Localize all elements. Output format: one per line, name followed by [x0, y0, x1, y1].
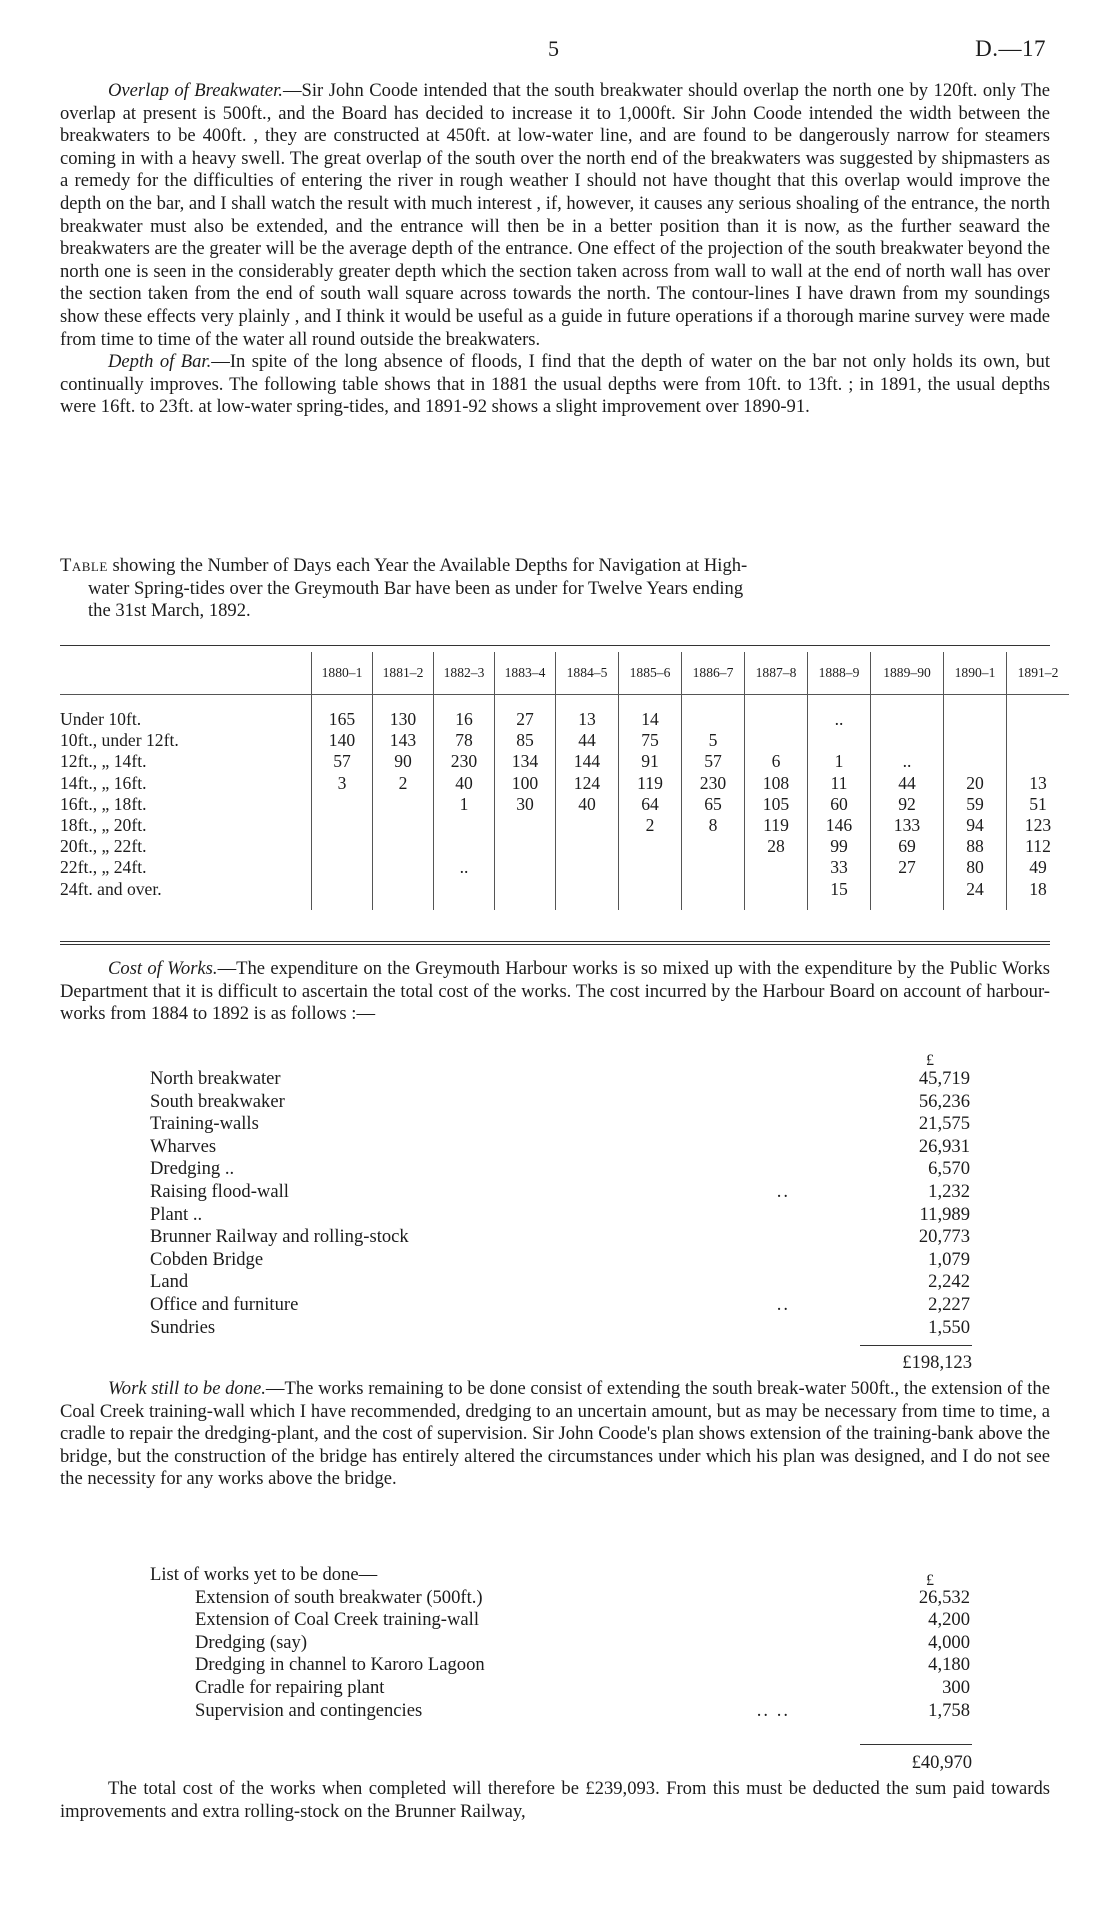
- row-label: Under 10ft.: [60, 709, 142, 729]
- table-cell: 57: [682, 751, 745, 772]
- table-bottom-rule: [60, 941, 1050, 942]
- table-cell: [619, 879, 682, 910]
- column-header: 1882–3: [434, 652, 495, 695]
- cost-item-name: South breakwaker: [150, 1090, 285, 1112]
- table-cell: [312, 815, 373, 836]
- cost-item-amount: 56,236: [918, 1090, 970, 1112]
- works-item-name: Dredging (say): [195, 1631, 308, 1653]
- table-cell: 40: [434, 773, 495, 794]
- table-cell: [373, 815, 434, 836]
- table-cell: [373, 879, 434, 910]
- table-cell: 85: [495, 730, 556, 751]
- depth-table-header: [60, 652, 1069, 695]
- table-cell: 51: [1007, 794, 1070, 815]
- table-cell: [434, 836, 495, 857]
- table-bottom-rule-double: [60, 944, 1050, 945]
- works-list-intro: List of works yet to be done—: [150, 1564, 378, 1585]
- table-cell: 94: [944, 815, 1007, 836]
- table-cell: ..: [434, 857, 495, 878]
- work-text: —The works remaining to be done consist of extending the south break-water 500ft., the extension of the Coal Creek training-wall which I have recommended, dredging to an uncertain amount, but as may be necessary from time to time, a cradle to repair the dredging-plant, and the cost of supervision. Sir John Coode's plan shows extension of the training-bank above the bridge, but the construction of the bridge has entirely altered the circumstances under which his plan was designed, and I do not see the necessity for any works above the bridge.: [60, 1378, 1050, 1490]
- document-reference: D.—17: [975, 36, 1046, 61]
- works-total-rule: [860, 1744, 972, 1745]
- closing-paragraph-block: [60, 1778, 1050, 1823]
- list-item: [150, 1654, 970, 1677]
- row-label: 24ft. and over.: [60, 878, 162, 899]
- table-cell: 143: [373, 730, 434, 751]
- table-cell: 3: [312, 773, 373, 794]
- table-cell: [619, 836, 682, 857]
- cost-item-amount: 21,575: [918, 1113, 970, 1135]
- cost-total-rule: [860, 1345, 972, 1346]
- cost-item-name: Wharves: [150, 1135, 217, 1157]
- works-list: [150, 1564, 970, 1722]
- works-item-amount: 26,532: [918, 1586, 970, 1608]
- page-header: [0, 36, 1114, 66]
- work-paragraph-block: [60, 1378, 1050, 1491]
- list-item: [150, 1271, 970, 1294]
- table-cell: 6: [745, 751, 808, 772]
- table-cell: [312, 879, 373, 910]
- table-title-line3: the 31st March, 1892.: [88, 600, 251, 622]
- table-cell: 91: [619, 751, 682, 772]
- table-cell: 134: [495, 751, 556, 772]
- list-item: [150, 1068, 970, 1091]
- cost-list: [150, 1068, 970, 1339]
- table-cell: 65: [682, 794, 745, 815]
- cost-item-name: Dredging ..: [150, 1158, 235, 1180]
- works-item-name: Dredging in channel to Karoro Lagoon: [195, 1654, 485, 1676]
- cost-total: £198,123: [902, 1352, 972, 1373]
- table-cell: 24: [944, 879, 1007, 910]
- table-cell: [556, 815, 619, 836]
- row-label: 20ft., „ 22ft.: [60, 836, 147, 857]
- table-cell: 2: [619, 815, 682, 836]
- table-top-rule: [60, 645, 1050, 646]
- table-cell: 88: [944, 836, 1007, 857]
- table-row: [60, 879, 1069, 910]
- table-cell: 124: [556, 773, 619, 794]
- table-cell: ..: [871, 751, 944, 772]
- table-title-label: Table: [60, 555, 108, 576]
- depth-heading: Depth of Bar.: [108, 351, 212, 373]
- works-item-amount: 4,180: [928, 1654, 970, 1676]
- works-total: £40,970: [911, 1752, 972, 1773]
- table-cell: 44: [871, 773, 944, 794]
- table-cell: 27: [871, 857, 944, 878]
- column-header: 1883–4: [495, 652, 556, 695]
- table-cell: [682, 857, 745, 878]
- column-header: 1888–9: [808, 652, 871, 695]
- cost-text: —The expenditure on the Greymouth Harbour works is so mixed up with the expenditure by the Public Works Department that it is difficult to ascertain the total cost of the works. The cost incurred by the Harbour Board on account of harbour-works from 1884 to 1892 is as follows :—: [60, 958, 1050, 1025]
- table-cell: 57: [312, 751, 373, 772]
- row-label: 18ft., „ 20ft.: [60, 815, 147, 836]
- cost-item-name: North breakwater: [150, 1068, 281, 1089]
- table-cell: 20: [944, 773, 1007, 794]
- list-item: [150, 1294, 970, 1317]
- list-item: [150, 1136, 970, 1159]
- works-currency-symbol: £: [926, 1572, 934, 1589]
- table-cell: 49: [1007, 857, 1070, 878]
- cost-item-amount: 2,227: [928, 1293, 970, 1315]
- list-item: [150, 1181, 970, 1204]
- table-cell: [1007, 730, 1070, 751]
- table-title-line2: water Spring-tides over the Greymouth Bar have been as under for Twelve Years ending: [88, 577, 744, 599]
- column-header: 1891–2: [1007, 652, 1070, 695]
- cost-item-name: Land: [150, 1271, 189, 1293]
- works-item-name: Cradle for repairing plant: [195, 1676, 385, 1698]
- row-label: 16ft., „ 18ft.: [60, 793, 147, 814]
- table-cell: 64: [619, 794, 682, 815]
- cost-paragraph-block: [60, 958, 1050, 1026]
- table-cell: 119: [619, 773, 682, 794]
- works-item-amount: 4,200: [928, 1609, 970, 1631]
- row-label: 10ft., under 12ft.: [60, 730, 179, 751]
- table-cell: 13: [556, 695, 619, 731]
- table-cell: [556, 836, 619, 857]
- table-cell: [373, 836, 434, 857]
- cost-item-leader: ..: [776, 1180, 790, 1202]
- works-item-leader: .. ..: [756, 1699, 790, 1721]
- table-cell: [495, 879, 556, 910]
- list-item: [150, 1249, 970, 1272]
- cost-item-amount: 1,079: [928, 1248, 970, 1270]
- table-cell: [745, 730, 808, 751]
- table-cell: [682, 879, 745, 910]
- list-item: [150, 1632, 970, 1655]
- table-cell: [312, 836, 373, 857]
- closing-paragraph: The total cost of the works when completed will therefore be £239,093. From this must be deducted the sum paid towards improvements and extra rolling-stock on the Brunner Railway,: [60, 1778, 1050, 1822]
- depth-paragraph: [60, 351, 1050, 419]
- table-cell: 80: [944, 857, 1007, 878]
- overlap-paragraph-block: [60, 80, 1050, 419]
- work-paragraph: [60, 1378, 1050, 1491]
- table-cell: ..: [808, 695, 871, 731]
- overlap-heading: Overlap of Breakwater.: [108, 80, 283, 101]
- table-cell: [312, 857, 373, 878]
- column-header: 1884–5: [556, 652, 619, 695]
- table-row: [60, 730, 1069, 751]
- table-cell: [745, 857, 808, 878]
- table-cell: [495, 857, 556, 878]
- cost-item-name: Brunner Railway and rolling-stock: [150, 1226, 409, 1248]
- table-cell: 100: [495, 773, 556, 794]
- table-cell: 8: [682, 815, 745, 836]
- table-cell: 105: [745, 794, 808, 815]
- cost-item-amount: 2,242: [928, 1271, 970, 1293]
- table-cell: 44: [556, 730, 619, 751]
- cost-item-name: Cobden Bridge: [150, 1248, 264, 1270]
- works-item-amount: 300: [942, 1676, 970, 1698]
- table-cell: [312, 794, 373, 815]
- cost-item-amount: 6,570: [928, 1158, 970, 1180]
- list-item: [150, 1609, 970, 1632]
- table-cell: [745, 695, 808, 731]
- table-cell: 112: [1007, 836, 1070, 857]
- table-cell: [619, 857, 682, 878]
- table-cell: [871, 695, 944, 731]
- table-cell: 230: [434, 751, 495, 772]
- table-row: [60, 751, 1069, 772]
- table-cell: [682, 836, 745, 857]
- table-row: [60, 815, 1069, 836]
- table-cell: 1: [808, 751, 871, 772]
- table-cell: 140: [312, 730, 373, 751]
- row-label: 14ft., „ 16ft.: [60, 772, 147, 793]
- cost-item-amount: 1,550: [928, 1316, 970, 1338]
- table-cell: 18: [1007, 879, 1070, 910]
- table-cell: 119: [745, 815, 808, 836]
- table-cell: 123: [1007, 815, 1070, 836]
- table-cell: 144: [556, 751, 619, 772]
- cost-item-amount: 20,773: [918, 1226, 970, 1248]
- table-cell: 1: [434, 794, 495, 815]
- column-header: 1885–6: [619, 652, 682, 695]
- table-cell: 130: [373, 695, 434, 731]
- table-cell: 108: [745, 773, 808, 794]
- table-cell: [434, 879, 495, 910]
- overlap-paragraph: [60, 80, 1050, 351]
- table-cell: 133: [871, 815, 944, 836]
- table-cell: [808, 730, 871, 751]
- table-cell: 13: [1007, 773, 1070, 794]
- table-cell: [871, 730, 944, 751]
- works-item-amount: 4,000: [928, 1631, 970, 1653]
- table-cell: 2: [373, 773, 434, 794]
- table-cell: 11: [808, 773, 871, 794]
- table-cell: 165: [312, 695, 373, 731]
- works-item-amount: 1,758: [928, 1699, 970, 1721]
- table-cell: 230: [682, 773, 745, 794]
- list-item: [150, 1158, 970, 1181]
- list-item: [150, 1587, 970, 1610]
- table-cell: [556, 857, 619, 878]
- table-cell: 16: [434, 695, 495, 731]
- table-cell: 60: [808, 794, 871, 815]
- table-cell: 15: [808, 879, 871, 910]
- table-cell: 27: [495, 695, 556, 731]
- table-cell: 78: [434, 730, 495, 751]
- table-row: [60, 794, 1069, 815]
- cost-item-amount: 45,719: [918, 1068, 970, 1089]
- table-cell: 33: [808, 857, 871, 878]
- header-blank: [60, 652, 312, 695]
- table-cell: [556, 879, 619, 910]
- table-row: [60, 773, 1069, 794]
- column-header: 1889–90: [871, 652, 944, 695]
- table-cell: [1007, 695, 1070, 731]
- table-cell: 99: [808, 836, 871, 857]
- cost-heading: Cost of Works.: [108, 958, 218, 979]
- table-cell: [944, 695, 1007, 731]
- column-header: 1890–1: [944, 652, 1007, 695]
- list-item: [150, 1091, 970, 1114]
- row-label: 22ft., „ 24ft.: [60, 857, 147, 878]
- table-cell: [944, 730, 1007, 751]
- table-cell: 40: [556, 794, 619, 815]
- table-cell: [944, 751, 1007, 772]
- table-row: [60, 695, 1069, 731]
- table-cell: 5: [682, 730, 745, 751]
- work-heading: Work still to be done.: [108, 1378, 266, 1399]
- table-cell: 59: [944, 794, 1007, 815]
- list-item: [150, 1317, 970, 1340]
- works-item-name: Supervision and contingencies: [195, 1699, 423, 1721]
- table-cell: 75: [619, 730, 682, 751]
- table-row: [60, 836, 1069, 857]
- list-item: [150, 1204, 970, 1227]
- table-cell: 92: [871, 794, 944, 815]
- cost-item-name: Sundries: [150, 1316, 216, 1338]
- cost-paragraph: [60, 958, 1050, 1026]
- table-cell: 69: [871, 836, 944, 857]
- list-item: [150, 1700, 970, 1723]
- column-header: 1887–8: [745, 652, 808, 695]
- cost-item-name: Plant ..: [150, 1203, 203, 1225]
- table-cell: [373, 857, 434, 878]
- cost-item-amount: 11,989: [919, 1203, 970, 1225]
- table-cell: [1007, 751, 1070, 772]
- table-cell: [495, 836, 556, 857]
- list-item: [150, 1226, 970, 1249]
- table-cell: 14: [619, 695, 682, 731]
- table-cell: [745, 879, 808, 910]
- table-title-line1: showing the Number of Days each Year the Available Depths for Navigation at High-: [107, 555, 748, 576]
- cost-item-amount: 1,232: [928, 1180, 970, 1202]
- table-row: [60, 857, 1069, 878]
- table-cell: [682, 695, 745, 731]
- cost-item-name: Raising flood-wall: [150, 1180, 289, 1202]
- table-cell: 146: [808, 815, 871, 836]
- cost-item-leader: ..: [776, 1293, 790, 1315]
- table-cell: 90: [373, 751, 434, 772]
- column-header: 1886–7: [682, 652, 745, 695]
- depth-table: [60, 652, 1069, 910]
- table-cell: [495, 815, 556, 836]
- table-title: [60, 555, 1050, 623]
- cost-item-name: Office and furniture: [150, 1293, 299, 1315]
- cost-item-name: Training-walls: [150, 1113, 259, 1135]
- table-cell: 30: [495, 794, 556, 815]
- list-item: [150, 1677, 970, 1700]
- list-item: [150, 1113, 970, 1136]
- table-cell: 28: [745, 836, 808, 857]
- table-cell: [434, 815, 495, 836]
- cost-item-amount: 26,931: [918, 1135, 970, 1157]
- page-number: 5: [548, 36, 559, 61]
- works-item-name: Extension of Coal Creek training-wall: [195, 1609, 479, 1631]
- table-cell: [373, 794, 434, 815]
- row-label: 12ft., „ 14ft.: [60, 751, 147, 772]
- table-cell: [871, 879, 944, 910]
- column-header: 1880–1: [312, 652, 373, 695]
- depth-text: —In spite of the long absence of floods, I find that the depth of water on the bar not only holds its own, but continually improves. The following table shows that in 1881 the usual depths were from 10ft. to 13ft. ; in 1891, the usual depths were 16ft. to 23ft. at low-water spring-tides, and 1891-92 shows a slight improvement over 1890-91.: [60, 351, 1050, 418]
- works-item-name: Extension of south breakwater (500ft.): [195, 1586, 483, 1608]
- cost-currency-symbol: £: [926, 1052, 934, 1069]
- overlap-text: —Sir John Coode intended that the south breakwater should overlap the north one by 120ft. only The overlap at present is 500ft., and the Board has decided to increase it to 1,000ft. Sir John Coode intended the width between the breakwaters to be 400ft. , they are constructed at 450ft. at low-water line, and are found to be dangerously narrow for steamers coming in with a heavy swell. The great overlap of the south over the north end of the breakwaters was suggested by shipmasters as a remedy for the difficulties of entering the river in rough weather I should not have thought that this overlap would improve the depth on the bar, and I shall watch the result with much interest , if, however, it causes any serious shoaling of the entrance, the north breakwater must also be extended, and the entrance will then be in a better position than it is now, as the further seaward the breakwaters are the greater will be the average depth of the entrance. One effect of the projection of the south breakwater beyond the north one is seen in the considerably greater depth which the section taken across from wall to wall at the end of north wall has over the section taken from the end of south wall square across towards the north. The contour-lines I have drawn from my soundings show these effects very plainly , and I think it would be useful as a guide in future operations if a thorough marine survey were made from time to time of the water all round outside the breakwaters.: [60, 80, 1050, 350]
- column-header: 1881–2: [373, 652, 434, 695]
